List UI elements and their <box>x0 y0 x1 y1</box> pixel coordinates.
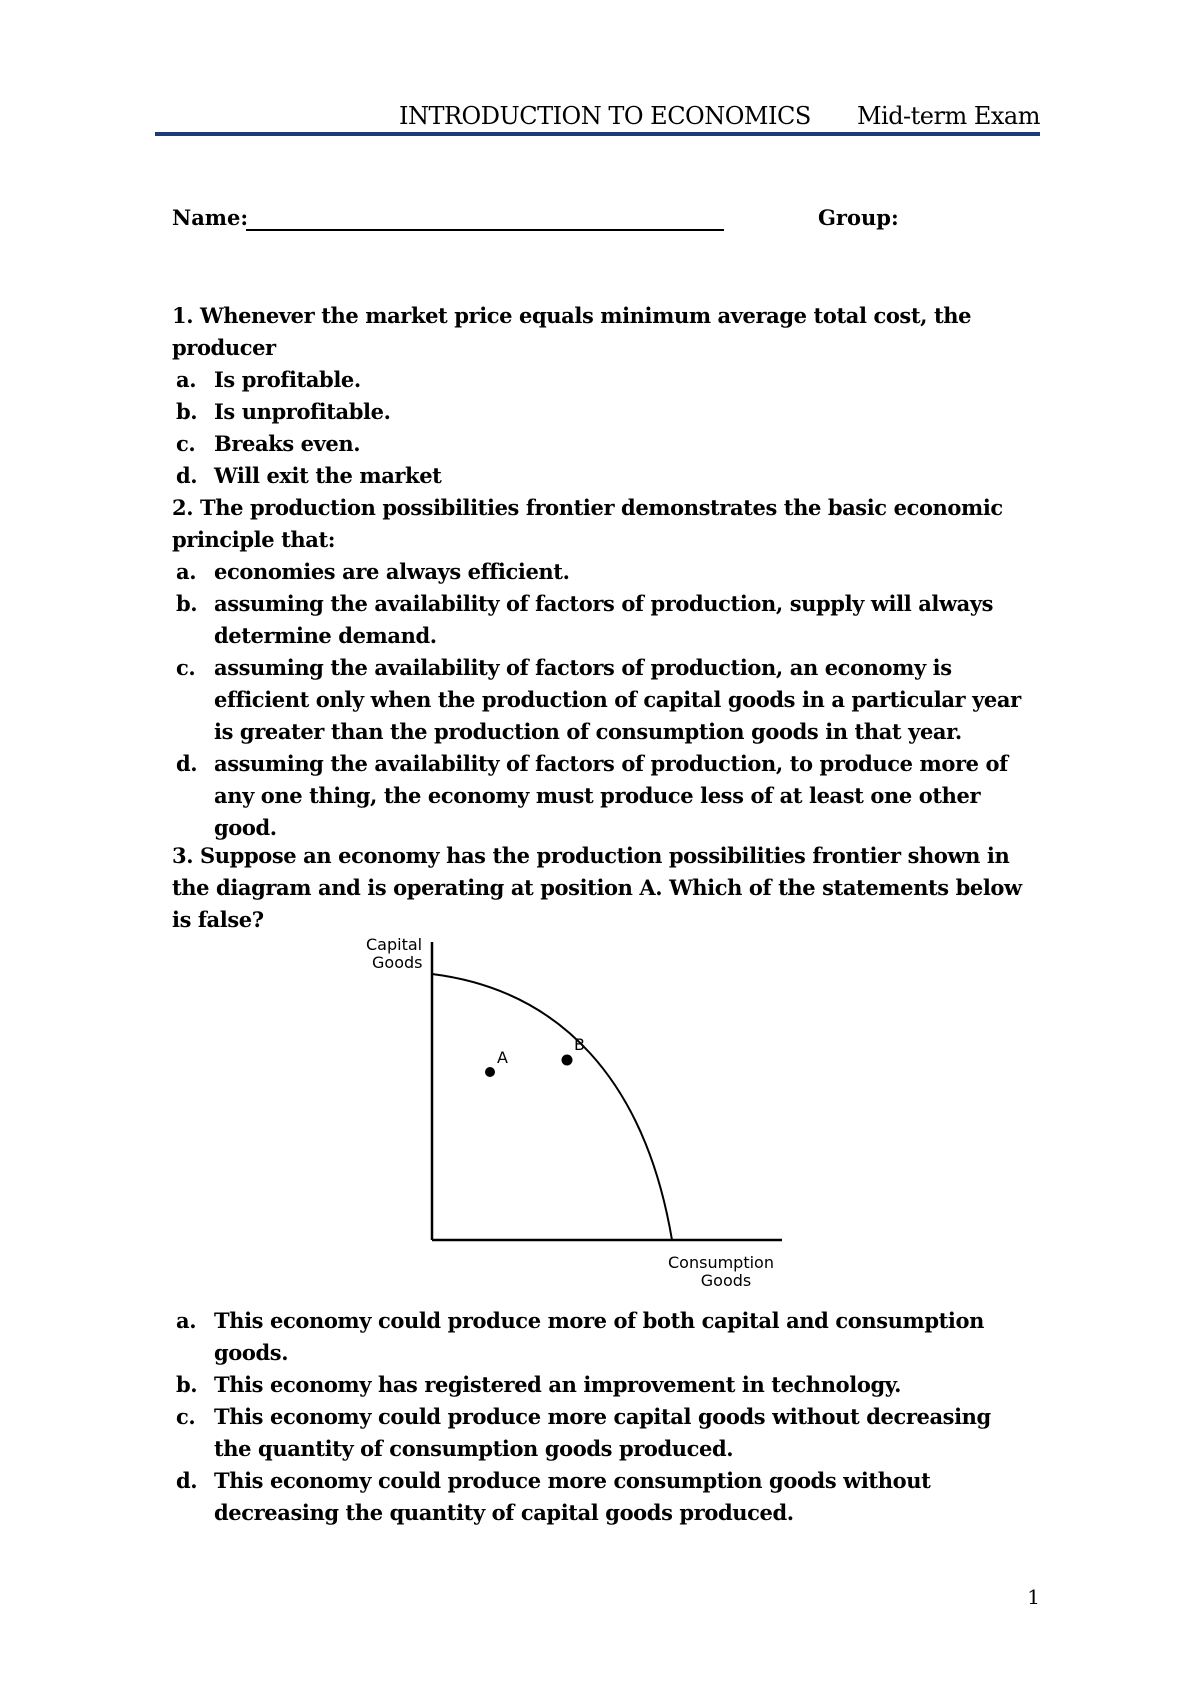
student-info-row <box>172 205 932 237</box>
question-1-option-a: a. Is profitable. <box>176 367 361 392</box>
x-axis-label-line2: Goods <box>700 1271 752 1290</box>
question-2-option-a: a. economies are always efficient. <box>176 559 570 584</box>
question-2-stem: 2. The production possibilities frontier demonstrates the basic economic principle that: <box>172 495 1003 552</box>
group-label: Group: <box>818 205 899 230</box>
question-1-stem: 1. Whenever the market price equals minimum average total cost, the producer <box>172 303 972 360</box>
question-1-option-c: c. Breaks even. <box>176 431 361 456</box>
y-axis-label-line1: Capital <box>366 935 423 954</box>
question-2-option-d: d. assuming the availability of factors of production, to produce more of any one thing, the economy must produce less of at least one other good. <box>176 751 1008 840</box>
question-3-option-a: a. This economy could produce more of both capital and consumption goods. <box>176 1308 984 1365</box>
question-1 <box>172 300 1032 492</box>
question-2 <box>172 492 1032 844</box>
name-label: Name: <box>172 205 249 230</box>
ppf-svg <box>360 930 800 1300</box>
point-a-label: A <box>497 1048 508 1067</box>
ppf-diagram <box>360 930 800 1300</box>
page-number: 1 <box>1027 1585 1040 1609</box>
point-b-marker <box>562 1055 573 1066</box>
question-2-option-b: b. assuming the availability of factors of production, supply will always determine demand. <box>176 591 994 648</box>
question-1-option-b: b. Is unprofitable. <box>176 399 391 424</box>
ppf-curve <box>432 974 672 1240</box>
y-axis-label-line2: Goods <box>372 953 423 972</box>
exam-type: Mid-term Exam <box>856 102 1040 130</box>
question-3-option-b: b. This economy has registered an improvement in technology. <box>176 1372 902 1397</box>
question-1-option-d: d. Will exit the market <box>176 463 442 488</box>
page-header <box>155 100 1040 136</box>
question-2-option-c: c. assuming the availability of factors of production, an economy is efficient only when the production of capital goods in a particular year is greater than the production of consumption goods in that year. <box>176 655 1021 744</box>
question-3-stem: 3. Suppose an economy has the production possibilities frontier shown in the diagram and is operating at position A. Which of the statements below is false? <box>172 843 1022 932</box>
point-b-label: B <box>574 1035 585 1054</box>
course-title: INTRODUCTION TO ECONOMICS <box>399 102 811 130</box>
x-axis-label-line1: Consumption <box>668 1253 774 1272</box>
question-3-option-d: d. This economy could produce more consumption goods without decreasing the quantity of capital goods produced. <box>176 1468 931 1525</box>
point-a-marker <box>485 1067 495 1077</box>
name-blank-line <box>246 229 724 231</box>
question-3 <box>172 840 1032 936</box>
question-3-options <box>172 1305 1032 1529</box>
question-3-option-c: c. This economy could produce more capital goods without decreasing the quantity of consumption goods produced. <box>176 1404 991 1461</box>
